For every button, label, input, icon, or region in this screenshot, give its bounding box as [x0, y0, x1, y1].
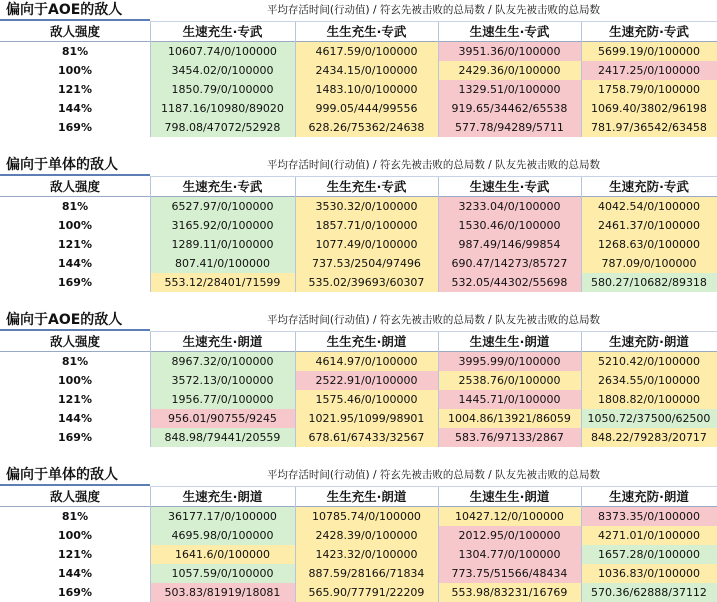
table-cell: 1530.46/0/100000	[438, 216, 581, 235]
table-cell: 848.22/79283/20717	[581, 428, 717, 447]
column-divider	[438, 177, 439, 292]
table-row	[0, 61, 717, 80]
column-header: 生速充防·专武	[609, 179, 689, 194]
column-divider	[581, 487, 582, 602]
column-header: 生速充防·朗道	[609, 489, 689, 504]
column-header: 生速充生·朗道	[182, 334, 263, 349]
table-cell: 36177.17/0/100000	[150, 507, 295, 526]
table-cell: 2012.95/0/100000	[438, 526, 581, 545]
table-cell: 4614.97/0/100000	[295, 352, 438, 371]
table-cell: 3951.36/0/100000	[438, 42, 581, 61]
column-divider	[295, 332, 296, 447]
table-cell: 553.12/28401/71599	[150, 273, 295, 292]
enemy-strength-label: 121%	[58, 548, 92, 561]
table-row	[0, 545, 717, 564]
table-cell: 2429.36/0/100000	[438, 61, 581, 80]
table-cell: 798.08/47072/52928	[150, 118, 295, 137]
table-cell: 1077.49/0/100000	[295, 235, 438, 254]
column-header: 生速生生·朗道	[469, 334, 550, 349]
table-cell: 1758.79/0/100000	[581, 80, 717, 99]
table-cell: 1657.28/0/100000	[581, 545, 717, 564]
column-divider	[438, 332, 439, 447]
section-title: 偏向于AOE的敌人	[0, 310, 150, 331]
table-cell: 577.78/94289/5711	[438, 118, 581, 137]
table-cell: 1956.77/0/100000	[150, 390, 295, 409]
table-cell: 1857.71/0/100000	[295, 216, 438, 235]
table-cell: 1187.16/10980/89020	[150, 99, 295, 118]
table-cell: 1575.46/0/100000	[295, 390, 438, 409]
section-2	[0, 155, 717, 291]
table-cell: 3454.02/0/100000	[150, 61, 295, 80]
enemy-strength-label: 100%	[58, 529, 92, 542]
column-divider	[150, 487, 151, 602]
section-subtitle: 平均存活时间(行动值) / 符玄先被击败的总局数 / 队友先被击败的总局数	[150, 465, 717, 487]
enemy-strength-label: 100%	[58, 64, 92, 77]
enemy-strength-label: 81%	[61, 45, 89, 58]
section-title: 偏向于AOE的敌人	[0, 0, 150, 21]
table-cell: 1641.6/0/100000	[150, 545, 295, 564]
section-title-row	[0, 155, 717, 176]
column-divider	[438, 487, 439, 602]
enemy-strength-label: 100%	[58, 219, 92, 232]
column-header: 生生充生·专武	[326, 179, 407, 194]
column-divider	[150, 177, 151, 292]
column-header-row	[0, 332, 717, 351]
table-cell: 3165.92/0/100000	[150, 216, 295, 235]
table-cell: 6527.97/0/100000	[150, 197, 295, 216]
table-row	[0, 526, 717, 545]
table-cell: 4617.59/0/100000	[295, 42, 438, 61]
section-4	[0, 465, 717, 601]
table-row	[0, 254, 717, 273]
table-cell: 1329.51/0/100000	[438, 80, 581, 99]
row-header-label: 敌人强度	[49, 489, 100, 504]
enemy-strength-label: 144%	[58, 102, 92, 115]
column-header: 生速充生·朗道	[182, 489, 263, 504]
table-row	[0, 409, 717, 428]
table-cell: 10427.12/0/100000	[438, 507, 581, 526]
table-cell: 565.90/77791/22209	[295, 583, 438, 602]
table-cell: 4042.54/0/100000	[581, 197, 717, 216]
table-cell: 583.76/97133/2867	[438, 428, 581, 447]
table-cell: 3995.99/0/100000	[438, 352, 581, 371]
table-row	[0, 197, 717, 216]
table-row	[0, 80, 717, 99]
table-row	[0, 507, 717, 526]
column-divider	[150, 332, 151, 447]
column-header: 生速充生·专武	[182, 24, 263, 39]
table-cell: 1069.40/3802/96198	[581, 99, 717, 118]
table-cell: 503.83/81919/18081	[150, 583, 295, 602]
table-cell: 1850.79/0/100000	[150, 80, 295, 99]
row-header-label: 敌人强度	[49, 334, 100, 349]
table-row	[0, 273, 717, 292]
table-cell: 956.01/90755/9245	[150, 409, 295, 428]
table-cell: 737.53/2504/97496	[295, 254, 438, 273]
section-title-row	[0, 310, 717, 331]
table-row	[0, 564, 717, 583]
enemy-strength-label: 169%	[58, 121, 92, 134]
table-cell: 8967.32/0/100000	[150, 352, 295, 371]
table-cell: 4271.01/0/100000	[581, 526, 717, 545]
table-cell: 570.36/62888/37112	[581, 583, 717, 602]
table-cell: 1304.77/0/100000	[438, 545, 581, 564]
table-cell: 3572.13/0/100000	[150, 371, 295, 390]
table-cell: 887.59/28166/71834	[295, 564, 438, 583]
table-row	[0, 42, 717, 61]
column-header-row	[0, 22, 717, 41]
column-header: 生速生生·朗道	[469, 489, 550, 504]
table-cell: 1057.59/0/100000	[150, 564, 295, 583]
column-divider	[295, 177, 296, 292]
table-cell: 2634.55/0/100000	[581, 371, 717, 390]
table-cell: 1036.83/0/100000	[581, 564, 717, 583]
section-title: 偏向于单体的敌人	[0, 155, 150, 176]
table-cell: 8373.35/0/100000	[581, 507, 717, 526]
section-subtitle: 平均存活时间(行动值) / 符玄先被击败的总局数 / 队友先被击败的总局数	[150, 155, 717, 177]
table-cell: 1004.86/13921/86059	[438, 409, 581, 428]
section-title: 偏向于单体的敌人	[0, 465, 150, 486]
table-cell: 2417.25/0/100000	[581, 61, 717, 80]
table-row	[0, 99, 717, 118]
enemy-strength-label: 121%	[58, 393, 92, 406]
table-cell: 1445.71/0/100000	[438, 390, 581, 409]
column-divider	[438, 22, 439, 137]
row-header-label: 敌人强度	[49, 179, 100, 194]
column-header: 生速生生·专武	[469, 179, 550, 194]
row-header-label: 敌人强度	[49, 24, 100, 39]
column-header-row	[0, 177, 717, 196]
column-header: 生速充生·专武	[182, 179, 263, 194]
table-cell: 628.26/75362/24638	[295, 118, 438, 137]
section-title-row	[0, 0, 717, 21]
table-row	[0, 235, 717, 254]
table-cell: 2434.15/0/100000	[295, 61, 438, 80]
section-1	[0, 0, 717, 136]
table-row	[0, 428, 717, 447]
table-cell: 2538.76/0/100000	[438, 371, 581, 390]
section-subtitle: 平均存活时间(行动值) / 符玄先被击败的总局数 / 队友先被击败的总局数	[150, 310, 717, 332]
enemy-strength-label: 169%	[58, 586, 92, 599]
table-cell: 987.49/146/99854	[438, 235, 581, 254]
enemy-strength-label: 144%	[58, 567, 92, 580]
column-header: 生生充生·朗道	[326, 489, 407, 504]
table-cell: 5699.19/0/100000	[581, 42, 717, 61]
table-cell: 1483.10/0/100000	[295, 80, 438, 99]
enemy-strength-label: 81%	[61, 355, 89, 368]
table-cell: 10607.74/0/100000	[150, 42, 295, 61]
column-header: 生速充防·朗道	[609, 334, 689, 349]
table-cell: 532.05/44302/55698	[438, 273, 581, 292]
column-divider	[581, 22, 582, 137]
enemy-strength-label: 121%	[58, 238, 92, 251]
table-cell: 781.97/36542/63458	[581, 118, 717, 137]
enemy-strength-label: 144%	[58, 257, 92, 270]
column-divider	[295, 487, 296, 602]
column-divider	[150, 22, 151, 137]
table-cell: 3530.32/0/100000	[295, 197, 438, 216]
table-row	[0, 216, 717, 235]
enemy-strength-label: 144%	[58, 412, 92, 425]
column-header-row	[0, 487, 717, 506]
table-cell: 1423.32/0/100000	[295, 545, 438, 564]
enemy-strength-label: 81%	[61, 200, 89, 213]
table-row	[0, 118, 717, 137]
table-cell: 2428.39/0/100000	[295, 526, 438, 545]
table-cell: 10785.74/0/100000	[295, 507, 438, 526]
enemy-strength-label: 169%	[58, 276, 92, 289]
column-header: 生速生生·专武	[469, 24, 550, 39]
table-cell: 553.98/83231/16769	[438, 583, 581, 602]
enemy-strength-label: 121%	[58, 83, 92, 96]
table-cell: 535.02/39693/60307	[295, 273, 438, 292]
table-cell: 580.27/10682/89318	[581, 273, 717, 292]
section-subtitle: 平均存活时间(行动值) / 符玄先被击败的总局数 / 队友先被击败的总局数	[150, 0, 717, 22]
table-cell: 690.47/14273/85727	[438, 254, 581, 273]
table-cell: 2522.91/0/100000	[295, 371, 438, 390]
table-cell: 4695.98/0/100000	[150, 526, 295, 545]
enemy-strength-label: 100%	[58, 374, 92, 387]
column-divider	[581, 332, 582, 447]
column-divider	[581, 177, 582, 292]
table-cell: 1808.82/0/100000	[581, 390, 717, 409]
section-3	[0, 310, 717, 446]
table-cell: 773.75/51566/48434	[438, 564, 581, 583]
column-header: 生生充生·专武	[326, 24, 407, 39]
table-cell: 5210.42/0/100000	[581, 352, 717, 371]
table-cell: 787.09/0/100000	[581, 254, 717, 273]
table-cell: 678.61/67433/32567	[295, 428, 438, 447]
table-cell: 3233.04/0/100000	[438, 197, 581, 216]
table-row	[0, 352, 717, 371]
table-cell: 807.41/0/100000	[150, 254, 295, 273]
table-row	[0, 583, 717, 602]
column-header: 生生充生·朗道	[326, 334, 407, 349]
table-cell: 1021.95/1099/98901	[295, 409, 438, 428]
table-cell: 999.05/444/99556	[295, 99, 438, 118]
enemy-strength-label: 81%	[61, 510, 89, 523]
column-header: 生速充防·专武	[609, 24, 689, 39]
column-divider	[295, 22, 296, 137]
table-cell: 1289.11/0/100000	[150, 235, 295, 254]
table-row	[0, 390, 717, 409]
table-cell: 1268.63/0/100000	[581, 235, 717, 254]
enemy-strength-label: 169%	[58, 431, 92, 444]
table-cell: 1050.72/37500/62500	[581, 409, 717, 428]
section-title-row	[0, 465, 717, 486]
table-row	[0, 371, 717, 390]
table-cell: 2461.37/0/100000	[581, 216, 717, 235]
table-cell: 919.65/34462/65538	[438, 99, 581, 118]
table-cell: 848.98/79441/20559	[150, 428, 295, 447]
